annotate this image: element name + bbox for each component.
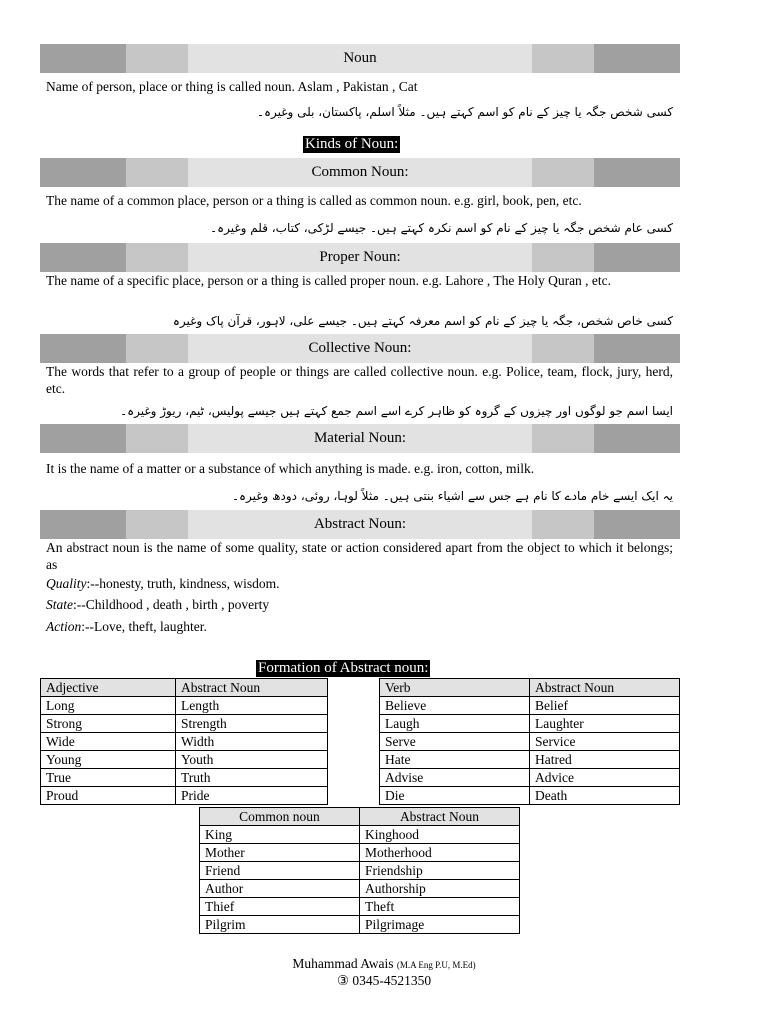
table-row bbox=[200, 898, 520, 916]
table-cell: Die bbox=[380, 787, 530, 805]
common-title: Common Noun: bbox=[311, 164, 409, 180]
table-cell: Young bbox=[41, 751, 176, 769]
proper-title-band bbox=[40, 243, 680, 272]
material-urdu: یہ ایک ایسے خام مادے کا نام ہے جس سے اشیاء بنتی ہیں۔ مثلاً لوہا، روئی، دودھ وغیرہ۔ bbox=[231, 489, 673, 503]
material-title-band bbox=[40, 424, 680, 453]
abstract-quality-line bbox=[46, 575, 280, 592]
table-row bbox=[200, 880, 520, 898]
table-row bbox=[380, 733, 680, 751]
table-cell: Advise bbox=[380, 769, 530, 787]
table-cell: Width bbox=[176, 733, 328, 751]
state-label: State bbox=[46, 597, 73, 612]
table-cell: Mother bbox=[200, 844, 360, 862]
table-cell: Believe bbox=[380, 697, 530, 715]
collective-urdu: ایسا اسم جو لوگوں اور چیزوں کے گروہ کو ظاہر کرے اسے اسم جمع کہتے ہیں جیسے پولیس، ٹیم، ریوڑ وغیرہ۔ bbox=[120, 404, 673, 418]
table-cell: Pride bbox=[176, 787, 328, 805]
table-row bbox=[200, 844, 520, 862]
table-cell: Theft bbox=[360, 898, 520, 916]
table-row bbox=[41, 751, 328, 769]
table-cell: Strong bbox=[41, 715, 176, 733]
adjective-abstract-table bbox=[40, 678, 328, 805]
quality-label: Quality bbox=[46, 576, 87, 591]
noun-definition: Name of person, place or thing is called noun. Aslam , Pakistan , Cat bbox=[46, 79, 418, 94]
table-header: Abstract Noun bbox=[360, 808, 520, 826]
table-cell: Kinghood bbox=[360, 826, 520, 844]
table-cell: Youth bbox=[176, 751, 328, 769]
phone-number: 0345-4521350 bbox=[352, 973, 432, 988]
footer-author-line bbox=[0, 956, 768, 973]
table-cell: King bbox=[200, 826, 360, 844]
table-row bbox=[380, 751, 680, 769]
table-row bbox=[200, 862, 520, 880]
table-cell: Service bbox=[530, 733, 680, 751]
kinds-heading: Kinds of Noun: bbox=[305, 136, 399, 152]
table-cell: Belief bbox=[530, 697, 680, 715]
table-cell: Motherhood bbox=[360, 844, 520, 862]
collective-definition: The words that refer to a group of people or things are called collective noun. e.g. Police, team, flock, jury, herd, etc. bbox=[46, 364, 673, 396]
table-row bbox=[41, 769, 328, 787]
proper-definition: The name of a specific place, person or a thing is called proper noun. e.g. Lahore , The Holy Quran , etc. bbox=[46, 273, 612, 288]
common-abstract-table bbox=[199, 807, 520, 934]
table-cell: Hate bbox=[380, 751, 530, 769]
abstract-title: Abstract Noun: bbox=[313, 516, 407, 532]
table-cell: Laughter bbox=[530, 715, 680, 733]
table-cell: Strength bbox=[176, 715, 328, 733]
author-qualification: (M.A Eng P.U, M.Ed) bbox=[396, 960, 476, 970]
common-definition: The name of a common place, person or a thing is called as common noun. e.g. girl, book, pen, etc. bbox=[46, 193, 582, 208]
abstract-action-line bbox=[46, 618, 207, 635]
table-cell: Pilgrim bbox=[200, 916, 360, 934]
verb-abstract-table bbox=[379, 678, 680, 805]
table-row bbox=[200, 916, 520, 934]
table-header: Abstract Noun bbox=[530, 679, 680, 697]
noun-title-band bbox=[40, 44, 680, 73]
table-cell: Pilgrimage bbox=[360, 916, 520, 934]
material-definition: It is the name of a matter or a substance of which anything is made. e.g. iron, cotton, milk. bbox=[46, 461, 535, 476]
table-cell: Authorship bbox=[360, 880, 520, 898]
table-row bbox=[41, 733, 328, 751]
table-cell: Proud bbox=[41, 787, 176, 805]
table-row bbox=[380, 787, 680, 805]
footer-phone-line bbox=[0, 973, 768, 989]
common-title-band bbox=[40, 158, 680, 187]
action-label: Action bbox=[46, 619, 82, 634]
table-cell: Wide bbox=[41, 733, 176, 751]
table-cell: Length bbox=[176, 697, 328, 715]
abstract-state-line bbox=[46, 596, 269, 613]
table-cell: Serve bbox=[380, 733, 530, 751]
table-row bbox=[41, 715, 328, 733]
state-text: :--Childhood , death , birth , poverty bbox=[73, 597, 270, 612]
noun-urdu: کسی شخص جگہ یا چیز کے نام کو اسم کہتے ہیں۔ مثلاً اسلم، پاکستان، بلی وغیرہ۔ bbox=[256, 105, 673, 119]
table-header: Abstract Noun bbox=[176, 679, 328, 697]
table-header: Verb bbox=[380, 679, 530, 697]
table-cell: Laugh bbox=[380, 715, 530, 733]
table-row bbox=[41, 697, 328, 715]
phone-circle-icon: ③ bbox=[336, 973, 349, 988]
table-cell: Long bbox=[41, 697, 176, 715]
table-cell: Advice bbox=[530, 769, 680, 787]
table-row bbox=[41, 787, 328, 805]
table-cell: Hatred bbox=[530, 751, 680, 769]
proper-title: Proper Noun: bbox=[319, 249, 401, 265]
common-urdu: کسی عام شخص جگہ یا چیز کے نام کو اسم نکرہ کہتے ہیں۔ جیسے لڑکی، کتاب، قلم وغیرہ۔ bbox=[210, 221, 673, 235]
table-row bbox=[380, 715, 680, 733]
material-title: Material Noun: bbox=[313, 430, 407, 446]
action-text: :--Love, theft, laughter. bbox=[81, 619, 207, 634]
table-header: Adjective bbox=[41, 679, 176, 697]
noun-title: Noun bbox=[343, 50, 377, 66]
table-cell: Friend bbox=[200, 862, 360, 880]
formation-heading: Formation of Abstract noun: bbox=[258, 660, 429, 676]
table-cell: Friendship bbox=[360, 862, 520, 880]
table-row bbox=[200, 826, 520, 844]
author-name: Muhammad Awais bbox=[292, 956, 394, 971]
proper-urdu: کسی خاص شخص، جگہ یا چیز کے نام کو اسم معرفہ کہتے ہیں۔ جیسے علی، لاہور، قرآن پاک وغیرہ bbox=[172, 314, 673, 328]
abstract-title-band bbox=[40, 510, 680, 539]
table-row bbox=[380, 697, 680, 715]
table-cell: Author bbox=[200, 880, 360, 898]
table-cell: Death bbox=[530, 787, 680, 805]
table-cell: Truth bbox=[176, 769, 328, 787]
table-header: Common noun bbox=[200, 808, 360, 826]
table-cell: Thief bbox=[200, 898, 360, 916]
table-row bbox=[380, 769, 680, 787]
collective-title: Collective Noun: bbox=[308, 340, 412, 356]
quality-text: :--honesty, truth, kindness, wisdom. bbox=[86, 576, 280, 591]
table-cell: True bbox=[41, 769, 176, 787]
collective-title-band bbox=[40, 334, 680, 363]
abstract-definition: An abstract noun is the name of some quality, state or action considered apart from the object to which it belongs; as bbox=[46, 540, 673, 572]
